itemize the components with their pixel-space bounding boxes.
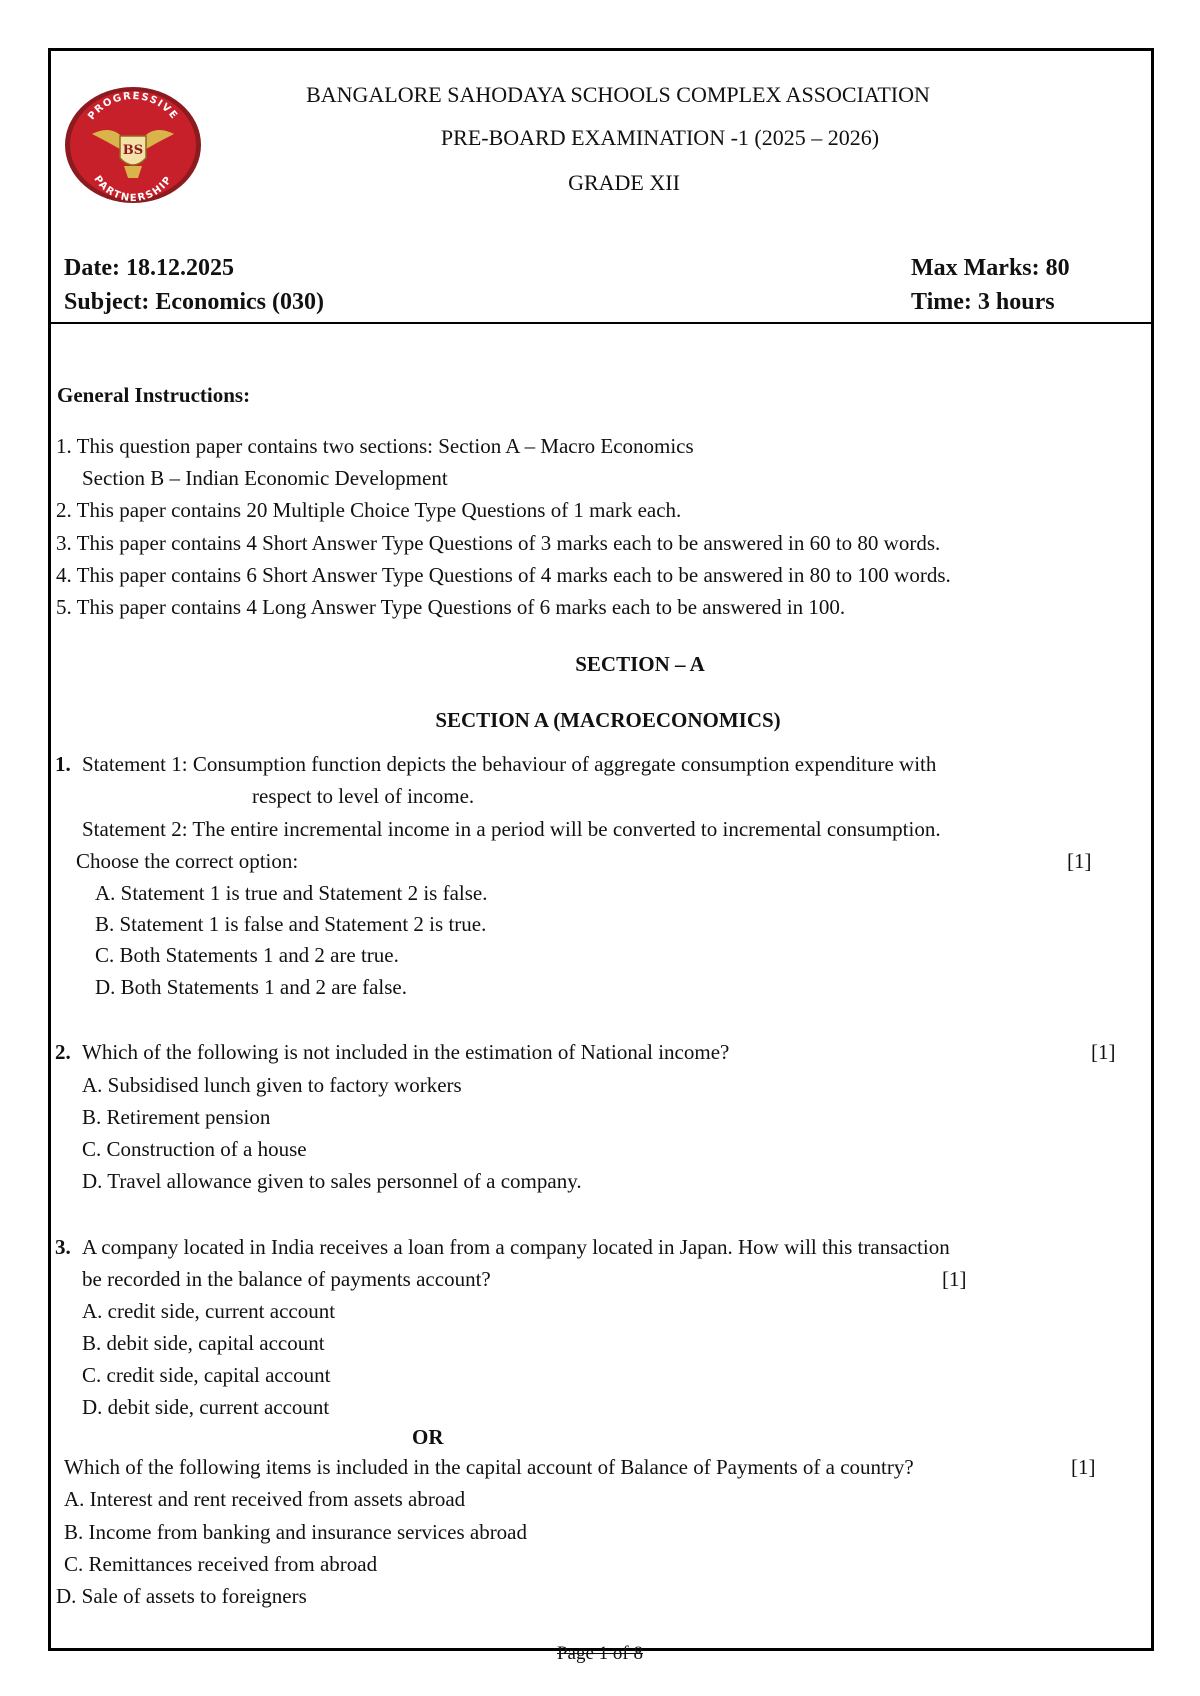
q3-or-label: OR xyxy=(412,1425,444,1449)
q2-option-d: D. Travel allowance given to sales personnel of a company. xyxy=(82,1169,582,1193)
q2-option-c: C. Construction of a house xyxy=(82,1137,307,1161)
q1-prompt: Choose the correct option: xyxy=(76,849,299,873)
page-number: Page 1 of 8 xyxy=(556,1643,643,1664)
q3-alt-marks: [1] xyxy=(1071,1455,1096,1479)
q1-option-b: B. Statement 1 is false and Statement 2 is true. xyxy=(95,912,487,936)
q3-text-line-2: be recorded in the balance of payments account? xyxy=(82,1267,491,1291)
instruction-3: 3. This paper contains 4 Short Answer Type Questions of 3 marks each to be answered in 60 to 80 words. xyxy=(56,531,941,555)
header-divider xyxy=(48,322,1154,324)
q1-option-c: C. Both Statements 1 and 2 are true. xyxy=(95,943,399,967)
exam-time: Time: 3 hours xyxy=(911,289,1055,315)
q3-alt-option-b: B. Income from banking and insurance services abroad xyxy=(64,1520,528,1544)
q3-alt-option-c: C. Remittances received from abroad xyxy=(64,1552,378,1576)
q3-option-c: C. credit side, capital account xyxy=(82,1363,331,1387)
q3-alt-option-a: A. Interest and rent received from assets abroad xyxy=(64,1487,466,1511)
q1-statement-1: Statement 1: Consumption function depicts the behaviour of aggregate consumption expenditure with xyxy=(82,752,937,776)
exam-date: Date: 18.12.2025 xyxy=(64,255,234,281)
instruction-1-cont: Section B – Indian Economic Development xyxy=(82,466,448,490)
instruction-1: 1. This question paper contains two sections: Section A – Macro Economics xyxy=(56,434,694,458)
q3-text-line-1: A company located in India receives a loan from a company located in Japan. How will this transaction xyxy=(82,1235,950,1259)
q2-option-a: A. Subsidised lunch given to factory workers xyxy=(82,1073,462,1097)
q2-marks: [1] xyxy=(1091,1040,1116,1064)
instruction-4: 4. This paper contains 6 Short Answer Type Questions of 4 marks each to be answered in 80 to 100 words. xyxy=(56,563,951,587)
q1-option-a: A. Statement 1 is true and Statement 2 is false. xyxy=(95,881,488,905)
instructions-title: General Instructions: xyxy=(57,383,251,407)
q1-statement-2: Statement 2: The entire incremental income in a period will be converted to incremental consumption. xyxy=(82,817,941,841)
q1-marks: [1] xyxy=(1067,849,1092,873)
q1-option-d: D. Both Statements 1 and 2 are false. xyxy=(95,975,408,999)
q1-number: 1. xyxy=(55,752,71,776)
exam-subject: Subject: Economics (030) xyxy=(64,289,324,315)
org-name: BANGALORE SAHODAYA SCHOOLS COMPLEX ASSOCIATION xyxy=(306,82,930,107)
logo-top-text: PROGRESSIVE xyxy=(86,90,180,123)
instruction-2: 2. This paper contains 20 Multiple Choice Type Questions of 1 mark each. xyxy=(56,498,682,522)
q3-number: 3. xyxy=(55,1235,71,1259)
max-marks: Max Marks: 80 xyxy=(911,255,1070,281)
grade-label: GRADE XII xyxy=(568,170,680,195)
logo-bottom-text: PARTNERSHIP xyxy=(91,173,175,205)
section-title: SECTION – A xyxy=(575,652,705,676)
logo-monogram: BS xyxy=(122,143,144,158)
q2-number: 2. xyxy=(55,1040,71,1064)
q3-option-d: D. debit side, current account xyxy=(82,1395,330,1419)
q2-option-b: B. Retirement pension xyxy=(82,1105,271,1129)
exam-title: PRE-BOARD EXAMINATION -1 (2025 – 2026) xyxy=(440,125,880,150)
q3-option-b: B. debit side, capital account xyxy=(82,1331,325,1355)
q3-alt-text: Which of the following items is included in the capital account of Balance of Payments of a country? xyxy=(64,1455,914,1479)
instruction-5: 5. This paper contains 4 Long Answer Type Questions of 6 marks each to be answered in 100. xyxy=(56,595,846,619)
q1-statement-1-cont: respect to level of income. xyxy=(252,784,475,808)
section-subtitle: SECTION A (MACROECONOMICS) xyxy=(435,708,781,732)
q2-text: Which of the following is not included in the estimation of National income? xyxy=(82,1040,730,1064)
q3-marks: [1] xyxy=(942,1267,967,1291)
q3-alt-option-d: D. Sale of assets to foreigners xyxy=(56,1584,307,1608)
q3-option-a: A. credit side, current account xyxy=(82,1299,336,1323)
